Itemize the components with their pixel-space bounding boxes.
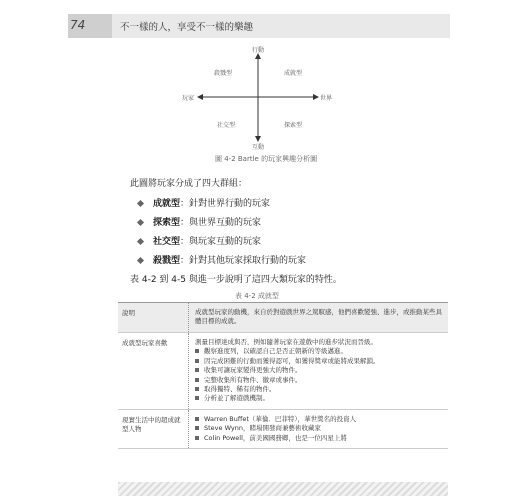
row-body: [189, 333, 448, 409]
row-header: 成就型玩家喜歡: [118, 333, 189, 409]
bullet-term: 成就型: [153, 199, 181, 209]
list-item-text: 因完成困難的行動而獲得認可，如獲得獎章或能將成果解鎖。: [204, 356, 380, 365]
square-bullet-icon: [195, 349, 199, 353]
axis-label-left: 玩家: [182, 95, 195, 102]
list-item: [195, 347, 442, 356]
list-item: [195, 385, 442, 394]
quadrant-killer: 殺戮型: [214, 70, 233, 77]
square-bullet-icon: [195, 387, 199, 391]
list-item-text: 分析並了解遊戲機制。: [204, 394, 269, 403]
square-bullet-icon: [195, 368, 199, 372]
axis-label-top: 行動: [252, 47, 265, 54]
square-bullet-icon: [195, 378, 199, 382]
row-body: [189, 410, 448, 448]
list-item-text: 收集可讓玩家變得更強大的物件。: [204, 366, 302, 375]
achiever-table: [118, 302, 448, 449]
square-bullet-icon: [195, 417, 199, 421]
diamond-bullet-icon: [137, 200, 144, 207]
bullet-desc: ：與世界互動的玩家: [180, 218, 262, 228]
table-row: [118, 410, 448, 449]
row-header: 現實生活中的超成就型人物: [118, 410, 189, 448]
axis-label-bottom: 互動: [252, 144, 265, 151]
list-item-text: 完整收集所有物件、徽章或事件。: [204, 375, 302, 384]
row-header: 說明: [118, 303, 189, 332]
list-item-text: Colin Powell，前美國國務卿，也是一位四星上將: [204, 433, 347, 442]
bullet-desc: ：針對其他玩家採取行動的玩家: [180, 256, 307, 266]
page-title: 不一樣的人，享受不一樣的樂趣: [120, 22, 254, 33]
quadrant-achiever: 成就型: [284, 70, 303, 77]
figure-caption: 圖 4-2 Bartle 的玩家興趣分析圖: [215, 155, 318, 163]
bullet-term: 社交型: [153, 237, 181, 247]
square-bullet-icon: [195, 426, 199, 430]
list-item-text: 觀察進度列，以確認自己是否正朝新的等級邁進。: [204, 347, 347, 356]
quadrant-socializer: 社交型: [217, 122, 236, 129]
bullet-item: [138, 234, 261, 247]
list-item: [195, 394, 442, 403]
bullet-term: 殺戮型: [153, 256, 181, 266]
list-item: [195, 415, 442, 424]
bullet-item: [138, 196, 270, 209]
table-caption: 表 4-2 成就型: [235, 292, 279, 300]
square-bullet-icon: [195, 436, 199, 440]
list-item: [195, 366, 442, 375]
list-item: [195, 357, 442, 366]
square-bullet-icon: [195, 396, 199, 400]
table-row: [118, 303, 448, 333]
page-number: 74: [70, 18, 86, 32]
quadrant-explorer: 探索型: [284, 122, 303, 129]
diamond-bullet-icon: [137, 219, 144, 226]
list-item-text: Warren Buffet（華倫．巴菲特），華世獎名的投資人: [204, 414, 357, 423]
row-intro: 測量目標達成與否，例如隨著玩家在遊戲中的進步狀況而晉級。: [195, 337, 377, 346]
list-item: [195, 434, 442, 443]
bullet-desc: ：針對世界行動的玩家: [180, 199, 271, 209]
footer-pattern: [118, 482, 448, 496]
list-item-text: 取得獨特、稀有的物件。: [204, 384, 276, 393]
bartle-diagram: [0, 0, 520, 170]
bullet-item: [138, 253, 306, 266]
intro-paragraph: 此圖將玩家分成了四大群組：: [130, 179, 248, 189]
bullet-item: [138, 215, 261, 228]
table-row: [118, 333, 448, 410]
diamond-bullet-icon: [137, 238, 144, 245]
list-item: [195, 424, 442, 433]
row-body: 成就型玩家的動機，來自於對遊戲世界之駕馭感，他們喜歡變強、進步，或推動某些具體目標的成就。: [195, 308, 442, 326]
diamond-bullet-icon: [137, 257, 144, 264]
list-item-text: Steve Wynn，賭場開發商兼藝術收藏家: [204, 424, 321, 433]
square-bullet-icon: [195, 359, 199, 363]
bullet-desc: ：與玩家互動的玩家: [180, 237, 262, 247]
axis-label-right: 世界: [320, 95, 333, 102]
outro-paragraph: 表 4-2 到 4-5 與進一步說明了這四大類玩家的特性。: [130, 275, 342, 285]
bullet-term: 探索型: [153, 218, 181, 228]
list-item: [195, 376, 442, 385]
